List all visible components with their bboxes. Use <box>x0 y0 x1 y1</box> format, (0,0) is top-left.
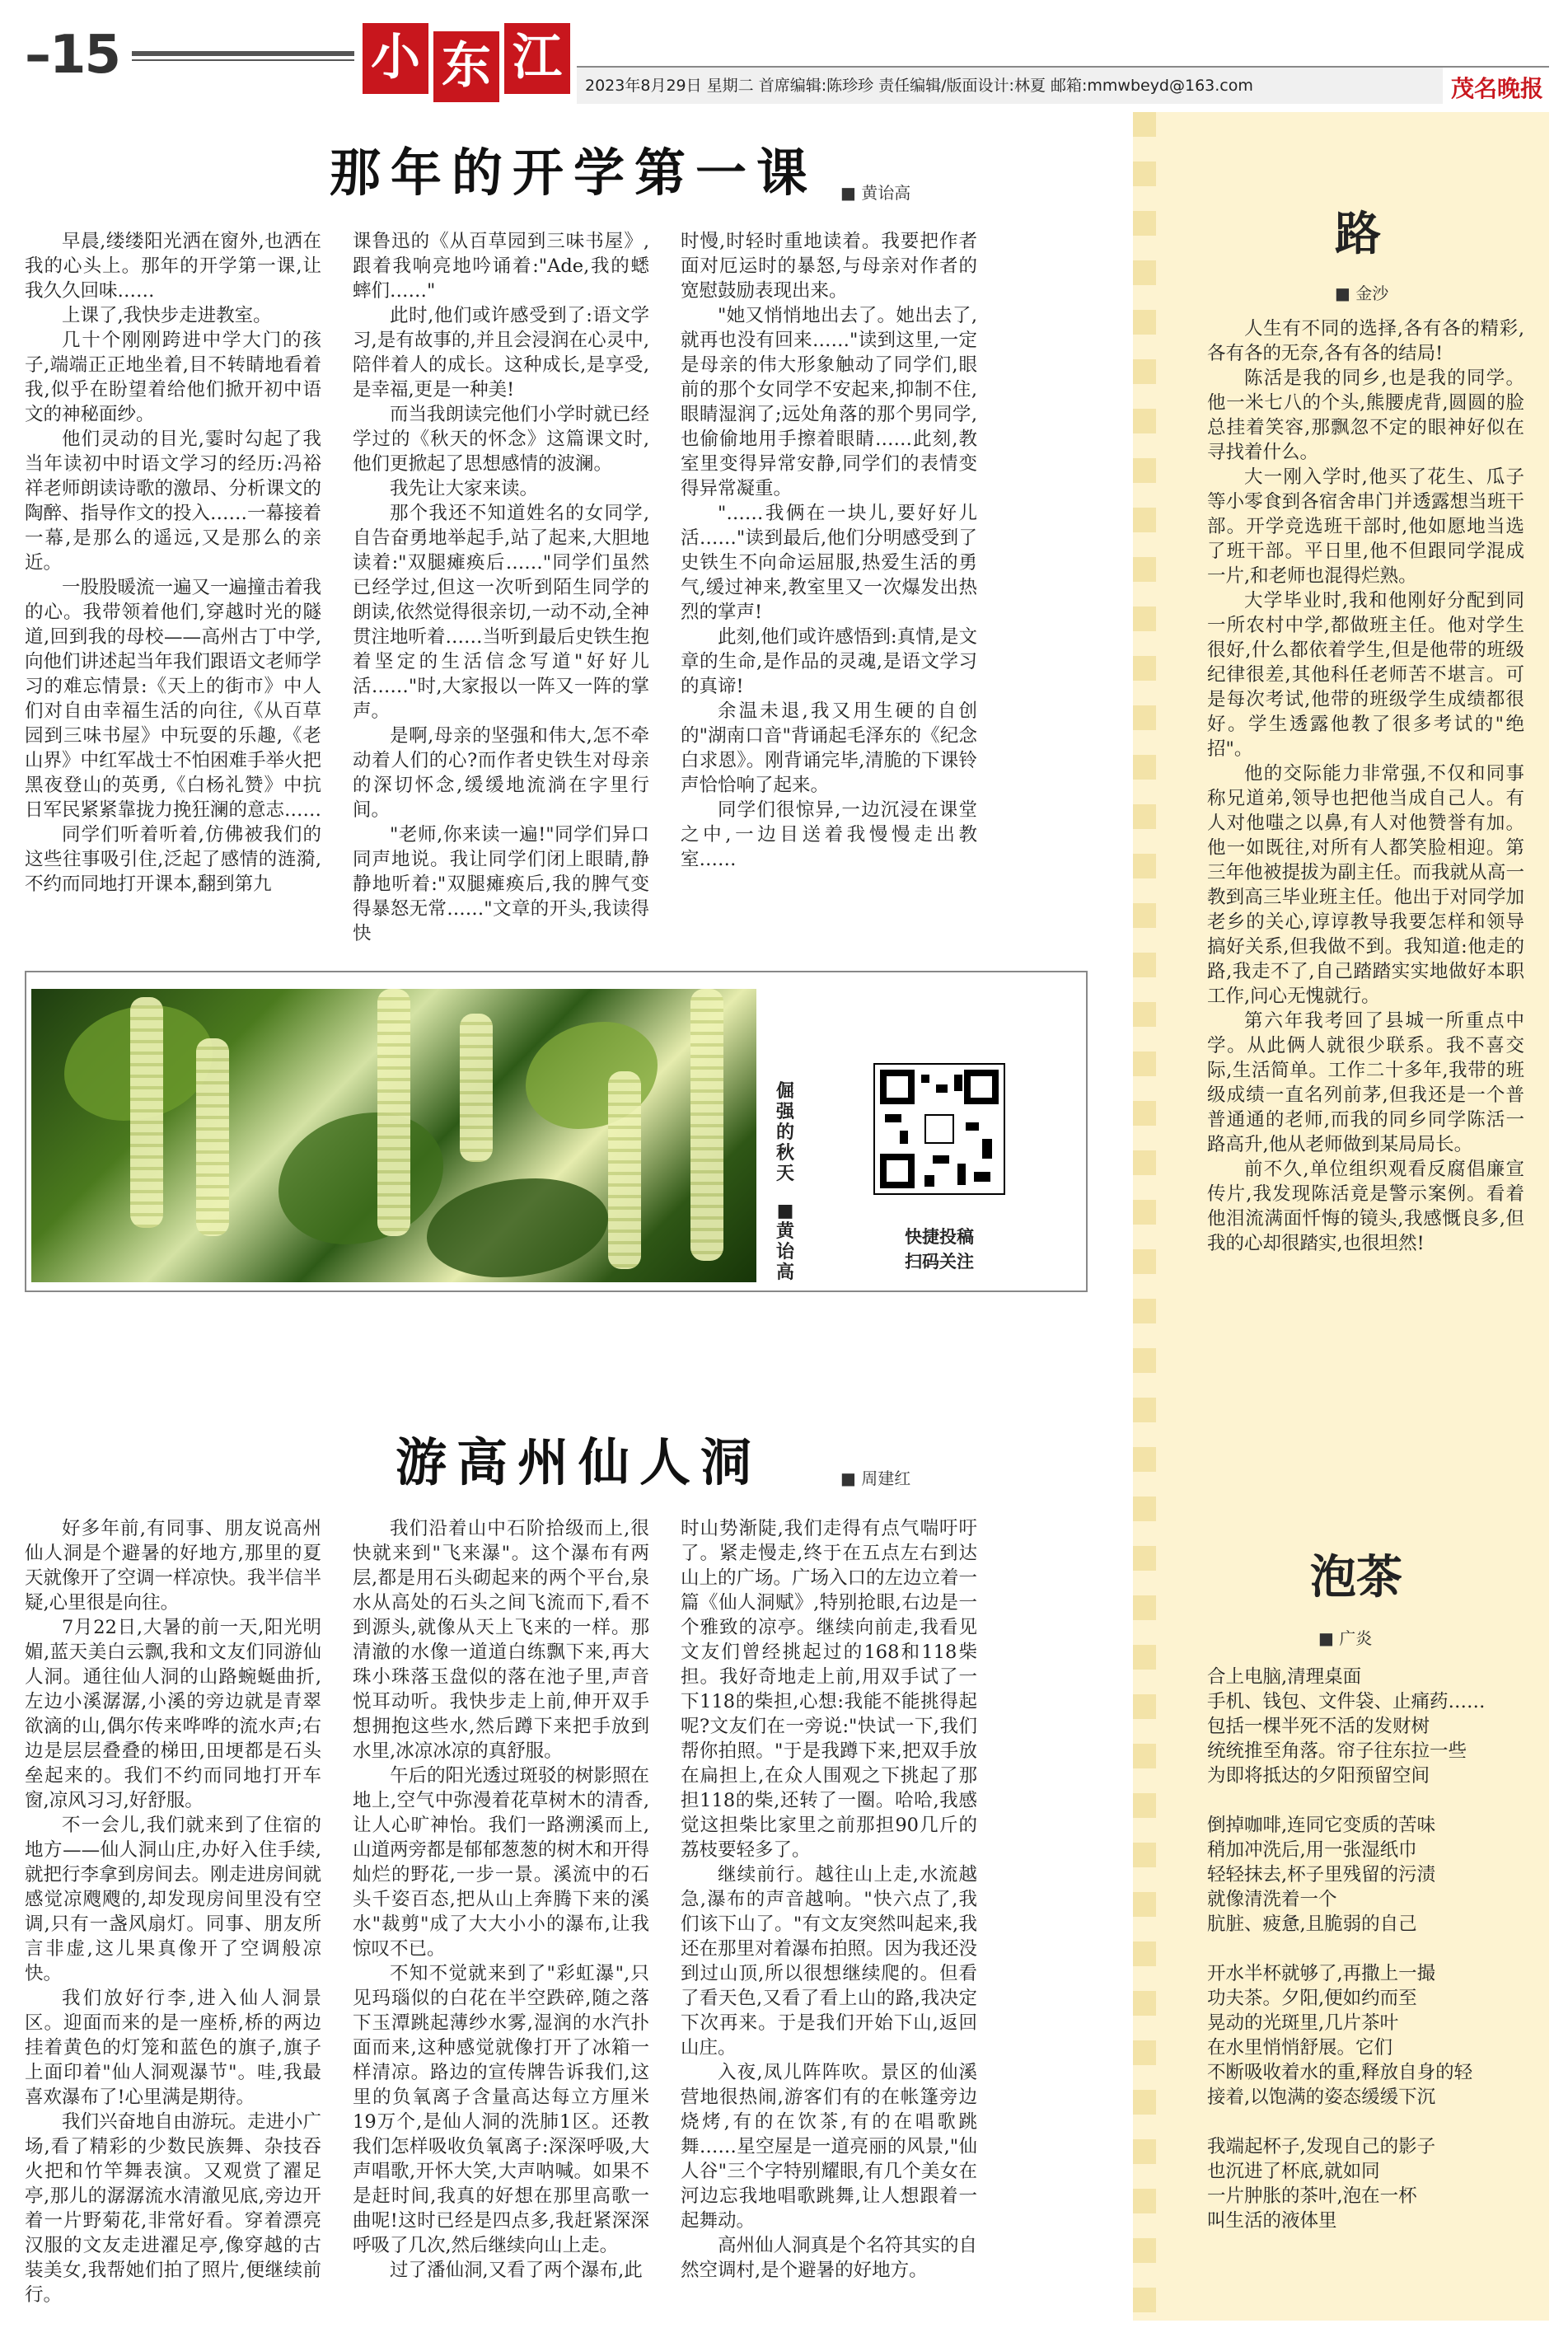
paragraph: 我们沿着山中石阶拾级而上,很快就来到"飞来瀑"。这个瀑布有两层,都是用石头砌起来的两个平台,泉水从高处的石头之间飞流而下,看不到源头,就像从天上飞来的一样。那清澈的水像一道道白练飘下来,再大珠小珠落玉盘似的落在池子里,声音悦耳动听。我快步走上前,伸开双手想拥抱这些水,然后蹲下来把手放到水里,冰凉冰凉的真舒服。 <box>353 1518 649 1762</box>
photo-caption-author: ■ 黄诒高 <box>775 1200 794 1283</box>
paragraph: 人生有不同的选择,各有各的精彩,各有各的无奈,各有各的结局! <box>1207 318 1524 364</box>
article1-column-3 <box>681 229 977 946</box>
paragraph: 时山势渐陡,我们走得有点气喘吁吁了。紧走慢走,终于在五点左右到达山上的广场。广场入口的左边立着一篇《仙人洞赋》,特别抢眼,右边是一个雅致的凉亭。继续向前走,我看见文友们曾经挑起过的168和118柴担。我好奇地走上前,用双手试了一下118的柴担,心想:我能不能挑得起呢?文友们在一旁说:"快试一下,我们帮你拍照。"于是我蹲下来,把双手放在扁担上,在众人围观之下挑起了那担118的柴,还转了一圈。哈哈,我感觉这担柴比家里之前那担90几斤的荔枝要轻多了。 <box>681 1518 978 1861</box>
poem-stanza <box>1207 1961 1537 2110</box>
section-char: 东 <box>433 31 499 102</box>
paragraph: 课鲁迅的《从百草园到三味书屋》,跟着我响亮地吟诵着:"Ade,我的蟋蟀们……" <box>353 231 649 302</box>
paragraph: 早晨,缕缕阳光洒在窗外,也洒在我的心头上。那年的开学第一课,让我久久回味…… <box>25 231 321 302</box>
photo-caption <box>773 1081 798 1283</box>
paragraph: "……我俩在一块儿,要好好儿活……"读到最后,他们分明感受到了史铁生不向命运屈服,热爱生活的勇气,缓过神来,教室里又一次爆发出热烈的掌声! <box>681 503 977 623</box>
article-byline: ■ 周建红 <box>840 1468 911 1488</box>
qr-caption-line: 扫码关注 <box>905 1252 974 1272</box>
poem-line: 稍加冲洗后,用一张湿纸巾 <box>1207 1839 1417 1861</box>
poem-line: 为即将抵达的夕阳预留空间 <box>1207 1765 1430 1787</box>
paragraph: 继续前行。越往山上走,水流越急,瀑布的声音越响。"快六点了,我们该下山了。"有文友突然叫起来,我还在那里对着瀑布拍照。因为我还没到过山顶,所以很想继续爬的。但看了看天色,又看了看上山的路,我决定下次再来。于是我们开始下山,返回山庄。 <box>681 1864 978 2059</box>
poem-line: 轻轻抹去,杯子里残留的污渍 <box>1207 1864 1436 1885</box>
paragraph: 前不久,单位组织观看反腐倡廉宣传片,我发现陈活竟是警示案例。看着他泪流满面忏悔的镜头,我感慨良多,但我的心却很踏实,也很坦然! <box>1207 1159 1524 1254</box>
poem-stanza <box>1207 1813 1537 1937</box>
article2-column-3 <box>681 1516 977 2307</box>
paragraph: 时慢,时轻时重地读着。我要把作者面对厄运时的暴怒,与母亲对作者的宽慰鼓励表现出来。 <box>681 231 977 302</box>
poem-line: 统统推至角落。帘子往东拉一些 <box>1207 1740 1467 1762</box>
article1-column-1 <box>25 229 321 946</box>
header-rule-thin <box>132 59 354 61</box>
poem-line: 在水里悄悄舒展。它们 <box>1207 2037 1393 2059</box>
paragraph: 大学毕业时,我和他刚好分配到同一所农村中学,都做班主任。他对学生很好,什么都依着学生,但是他带的班级纪律很差,其他科任老师苦不堪言。可是每次考试,他带的班级学生成绩都很好。学生透露他教了很多考试的"绝招"。 <box>1207 590 1524 760</box>
paragraph: 他的交际能力非常强,不仅和同事称兄道弟,领导也把他当成自己人。有人对他嗤之以鼻,有人对他赞誉有加。他一如既往,对所有人都笑脸相迎。第三年他被提拔为副主任。而我就从高一教到高三毕业班主任。他出于对同学加老乡的关心,谆谆教导我要怎样和领导搞好关系,但我做不到。我知道:他走的路,我走不了,自己踏踏实实地做好本职工作,问心无愧就行。 <box>1207 763 1524 1007</box>
paragraph: 同学们听着听着,仿佛被我们的这些往事吸引住,泛起了感情的涟漪,不约而同地打开课本,翻到第九 <box>25 824 321 895</box>
section-char: 江 <box>504 23 570 94</box>
paragraph: 同学们很惊异,一边沉浸在课堂之中,一边目送着我慢慢走出教室…… <box>681 799 977 870</box>
paragraph: 我先让大家来读。 <box>390 478 539 499</box>
poem-line: 包括一棵半死不活的发财树 <box>1207 1716 1430 1737</box>
poem-line: 功夫茶。夕阳,便如约而至 <box>1207 1988 1417 2009</box>
poem-line: 就像清洗着一个 <box>1207 1889 1337 1910</box>
qr-caption <box>873 1225 1005 1274</box>
article-title: 泡茶 <box>1310 1550 1402 1604</box>
article2-column-1 <box>25 1516 321 2307</box>
page-header <box>0 0 1568 115</box>
qr-code-icon[interactable] <box>873 1063 1005 1195</box>
article2-body <box>25 1516 977 2307</box>
paragraph: 高州仙人洞真是个名符其实的自然空调村,是个避暑的好地方。 <box>681 2235 978 2281</box>
newspaper-logo: 茂名晚报 <box>1443 68 1552 107</box>
paragraph: 午后的阳光透过斑驳的树影照在地上,空气中弥漫着花草树木的清香,让人心旷神怡。我们一路溯溪而上,山道两旁都是郁郁葱葱的树木和开得灿烂的野花,一步一景。溪流中的石头千姿百态,把从山上奔腾下来的溪水"裁剪"成了大大小小的瀑布,让我惊叹不已。 <box>353 1765 650 1960</box>
poem-line: 也沉进了杯底,就如同 <box>1207 2161 1380 2182</box>
photo-autumn-flowers <box>31 989 756 1282</box>
poem-line: 倒掉咖啡,连同它变质的苦味 <box>1207 1815 1436 1836</box>
poem-line: 我端起杯子,发现自己的影子 <box>1207 2136 1436 2157</box>
article-title: 游高州仙人洞 <box>396 1432 762 1492</box>
sidebar-decorative-edge <box>1133 112 1156 2321</box>
section-title <box>363 23 575 102</box>
poem-line: 接着,以饱满的姿态缓缓下沉 <box>1207 2087 1436 2108</box>
article-title: 那年的开学第一课 <box>330 143 818 203</box>
paragraph: 过了潘仙洞,又看了两个瀑布,此 <box>390 2260 643 2281</box>
poem-line: 合上电脑,清理桌面 <box>1207 1666 1362 1688</box>
poem-body <box>1207 1665 1537 2258</box>
paragraph: 是啊,母亲的坚强和伟大,怎不牵动着人们的心?而作者史铁生对母亲的深切怀念,缓缓地流淌在字里行间。 <box>353 725 649 821</box>
paragraph: 7月22日,大暑的前一天,阳光明媚,蓝天美白云飘,我和文友们同游仙人洞。通往仙人洞的山路蜿蜒曲折,左边小溪潺潺,小溪的旁边就是青翠欲滴的山,偶尔传来哗哗的流水声;右边是层层叠叠的梯田,田埂都是石头垒起来的。我们不约而同地打开车窗,凉风习习,好舒服。 <box>25 1617 321 1811</box>
poem-line: 手机、钱包、文件袋、止痛药…… <box>1207 1691 1486 1712</box>
poem-line: 晃动的光斑里,几片茶叶 <box>1207 2012 1399 2034</box>
paragraph: 不一会儿,我们就来到了住宿的地方——仙人洞山庄,办好入住手续,就把行李拿到房间去。刚走进房间就感觉凉飕飕的,却发现房间里没有空调,只有一盏风扇灯。同事、朋友所言非虚,这儿果真像开了空调般凉快。 <box>25 1815 322 1984</box>
poem-line: 一片肿胀的茶叶,泡在一杯 <box>1207 2185 1417 2207</box>
paragraph: 第六年我考回了县城一所重点中学。从此俩人就很少联系。我不喜交际,生活简单。工作二十多年,我带的班级成绩一直名列前茅,但我还是一个普普通通的老师,而我的同乡同学陈活一路高升,他从老师做到某局局长。 <box>1207 1010 1524 1155</box>
section-char: 小 <box>363 23 428 94</box>
paragraph: 好多年前,有同事、朋友说高州仙人洞是个避暑的好地方,那里的夏天就像开了空调一样凉快。我半信半疑,心里很是向往。 <box>25 1518 322 1614</box>
issue-info-bar: 2023年8月29日 星期二 首席编辑:陈珍珍 责任编辑/版面设计:林夏 邮箱:mmwbeyd@163.com <box>577 66 1549 104</box>
page-number: –15 <box>25 25 120 86</box>
paragraph: "她又悄悄地出去了。她出去了,就再也没有回来……"读到这里,一定是母亲的伟大形象触动了同学们,眼前的那个女同学不安起来,抑制不住,眼睛湿润了;远处角落的那个男同学,也偷偷地用手擦着眼睛……此刻,教室里变得异常安静,同学们的表情变得异常凝重。 <box>681 305 977 499</box>
article2-column-2 <box>353 1516 649 2307</box>
paragraph: "老师,你来读一遍!"同学们异口同声地说。我让同学们闭上眼睛,静静地听着:"双腿瘫痪后,我的脾气变得暴怒无常……"文章的开头,我读得快 <box>353 824 649 944</box>
paragraph: 此刻,他们或许感悟到:真情,是文章的生命,是作品的灵魂,是语文学习的真谛! <box>681 626 977 697</box>
article-title: 路 <box>1335 207 1381 261</box>
poem-line: 不断吸收着水的重,释放自身的轻 <box>1207 2062 1473 2083</box>
poem-stanza <box>1207 2134 1537 2233</box>
paragraph: 不知不觉就来到了"彩虹瀑",只见玛瑙似的白花在半空跌碎,随之落下玉潭跳起薄纱水雾,湿润的水汽扑面而来,这种感觉就像打开了冰箱一样清凉。路边的宣传牌告诉我们,这里的负氧离子含量高达每立方厘米19万个,是仙人洞的洗肺1区。还教我们怎样吸收负氧离子:深深呼吸,大声唱歌,开怀大笑,大声呐喊。如果不是赶时间,我真的好想在那里高歌一曲呢!这时已经是四点多,我赶紧深深呼吸了几次,然后继续向山上走。 <box>353 1963 649 2256</box>
photo-caption-title: 倔强的秋天 <box>775 1080 794 1184</box>
qr-caption-line: 快捷投稿 <box>905 1227 974 1247</box>
paragraph: 我们放好行李,进入仙人洞景区。迎面而来的是一座桥,桥的两边挂着黄色的灯笼和蓝色的旗子,旗子上面印着"仙人洞观瀑节"。哇,我最喜欢瀑布了!心里满是期待。 <box>25 1988 321 2108</box>
paragraph: 他们灵动的目光,霎时勾起了我当年读初中时语文学习的经历:冯裕祥老师朗读诗歌的激昂、分析课文的陶醉、指导作文的投入……一幕接着一幕,是那么的遥远,又是那么的亲近。 <box>25 429 322 574</box>
paragraph: 入夜,凤儿阵阵吹。景区的仙溪营地很热闹,游客们有的在帐篷旁边烧烤,有的在饮茶,有的在唱歌跳舞……星空屋是一道亮丽的风景,"仙人谷"三个字特别耀眼,有几个美女在河边忘我地唱歌跳舞,让人想跟着一起舞动。 <box>681 2062 977 2232</box>
poem-line: 肮脏、疲惫,且脆弱的自己 <box>1207 1913 1417 1935</box>
article-byline: ■ 广炎 <box>1318 1628 1373 1648</box>
paragraph: 一股股暖流一遍又一遍撞击着我的心。我带领着他们,穿越时光的隧道,回到我的母校——高州古丁中学,向他们讲述起当年我们跟语文老师学习的难忘情景:《天上的街市》中人们对自由幸福生活的向往,《从百草园到三味书屋》中玩耍的乐趣,《老山界》中红军战士不怕困难手举火把黑夜登山的英勇,《白杨礼赞》中抗日军民紧紧靠拢力挽狂澜的意志…… <box>25 577 322 821</box>
article-byline: ■ 金沙 <box>1335 283 1389 303</box>
paragraph: 我们兴奋地自由游玩。走进小广场,看了精彩的少数民族舞、杂技吞火把和竹竿舞表演。又观赏了濯足亭,那儿的潺潺流水清澈见底,旁边开着一片野菊花,非常好看。穿着漂亮汉服的文友走进濯足亭,像穿越的古装美女,我帮她们拍了照片,便继续前行。 <box>25 2111 322 2306</box>
paragraph: 余温未退,我又用生硬的自创的"湖南口音"背诵起毛泽东的《纪念白求恩》。刚背诵完毕,清脆的下课铃声恰恰响了起来。 <box>681 700 977 796</box>
paragraph: 上课了,我快步走进教室。 <box>62 305 272 326</box>
poem-stanza <box>1207 1665 1537 1788</box>
poem-line: 叫生活的液体里 <box>1207 2210 1337 2232</box>
article3-body <box>1207 316 1524 1256</box>
poem-line: 开水半杯就够了,再撒上一撮 <box>1207 1963 1436 1984</box>
article-byline: ■ 黄诒高 <box>840 183 911 203</box>
header-rule <box>132 51 354 56</box>
article1-body <box>25 229 977 946</box>
paragraph: 那个我还不知道姓名的女同学,自告奋勇地举起手,站了起来,大胆地读着:"双腿瘫痪后……"同学们虽然已经学过,但这一次听到陌生同学的朗读,依然觉得很亲切,一动不动,全神贯注地听着……当听到最后史铁生抱着坚定的生活信念写道"好好儿活……"时,大家报以一阵又一阵的掌声。 <box>353 503 650 722</box>
paragraph: 大一刚入学时,他买了花生、瓜子等小零食到各宿舍串门并透露想当班干部。开学竞选班干部时,他如愿地当选了班干部。平日里,他不但跟同学混成一片,和老师也混得烂熟。 <box>1207 466 1524 587</box>
paragraph: 陈活是我的同乡,也是我的同学。他一米七八的个头,熊腰虎背,圆圆的脸总挂着笑容,那飘忽不定的眼神好似在寻找着什么。 <box>1207 368 1524 463</box>
paragraph: 而当我朗读完他们小学时就已经学过的《秋天的怀念》这篇课文时,他们更掀起了思想感情的波澜。 <box>353 404 650 475</box>
paragraph: 几十个刚刚跨进中学大门的孩子,端端正正地坐着,目不转睛地看着我,似乎在盼望着给他们掀开初中语文的神秘面纱。 <box>25 330 321 425</box>
article1-column-2 <box>353 229 649 946</box>
paragraph: 此时,他们或许感受到了:语文学习,是有故事的,并且会浸润在心灵中,陪伴着人的成长。这种成长,是享受,是幸福,更是一种美! <box>353 305 649 400</box>
